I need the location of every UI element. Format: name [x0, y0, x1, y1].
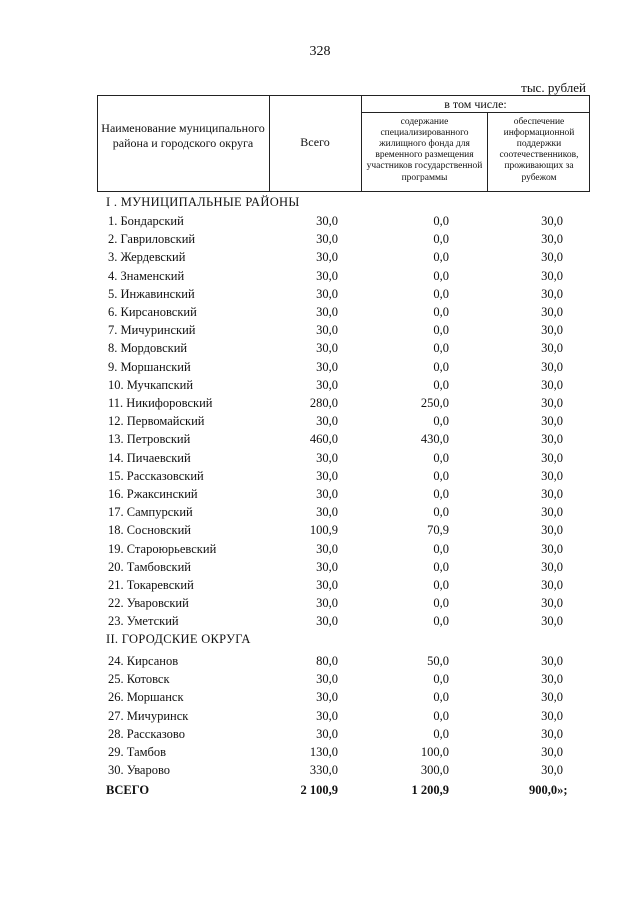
table-row [0, 341, 640, 359]
row-info-support: 30,0 [541, 450, 563, 465]
row-housing: 100,0 [420, 745, 449, 759]
row-info-support: 30,0 [541, 487, 563, 501]
row-total: 280,0 [309, 396, 338, 410]
table-row [0, 305, 640, 323]
row-name: 2. Гавриловский [108, 232, 196, 247]
table-row [0, 414, 640, 432]
row-name: 28. Рассказово [108, 726, 185, 741]
table-row [0, 451, 640, 469]
table-row [0, 727, 640, 745]
row-info-support: 30,0 [541, 745, 563, 759]
row-total: 30,0 [316, 232, 338, 247]
row-total: 30,0 [316, 596, 338, 611]
table-row [0, 378, 640, 396]
row-housing: 0,0 [433, 726, 449, 741]
grand-total-label: ВСЕГО [106, 783, 150, 797]
row-name: 29. Тамбов [108, 745, 167, 759]
column-header-info-support: обеспечение информационной поддержки соотечественников, проживающих за рубежом [499, 117, 579, 183]
row-info-support: 30,0 [541, 468, 563, 483]
table-row [0, 560, 640, 578]
row-total: 30,0 [316, 708, 338, 723]
row-total: 30,0 [316, 487, 338, 501]
grand-total-info-support: 900,0»; [529, 783, 568, 797]
row-info-support: 30,0 [541, 268, 563, 283]
table-row [0, 287, 640, 305]
row-housing: 0,0 [433, 541, 449, 556]
row-info-support: 30,0 [541, 708, 563, 723]
row-total: 30,0 [316, 468, 338, 483]
row-name: 12. Первомайский [108, 414, 205, 429]
row-total: 30,0 [316, 359, 338, 374]
table-row [0, 469, 640, 487]
row-name: 11. Никифоровский [108, 396, 213, 410]
table-row [0, 232, 640, 250]
grand-total-value: 2 100,9 [300, 783, 338, 797]
row-housing: 0,0 [433, 214, 449, 228]
row-info-support: 30,0 [541, 596, 563, 611]
row-info-support: 30,0 [541, 763, 563, 778]
row-name: 26. Моршанск [108, 690, 184, 705]
row-name: 7. Мичуринский [108, 323, 196, 338]
row-housing: 0,0 [433, 450, 449, 465]
row-total: 30,0 [316, 323, 338, 338]
row-housing: 50,0 [427, 654, 449, 668]
row-info-support: 30,0 [541, 432, 563, 447]
row-housing: 250,0 [420, 396, 449, 410]
row-total: 30,0 [316, 414, 338, 429]
page-number: 328 [309, 44, 331, 59]
row-housing: 0,0 [433, 578, 449, 592]
row-info-support: 30,0 [541, 614, 563, 629]
row-total: 30,0 [316, 559, 338, 574]
row-name: 16. Ржаксинский [108, 487, 198, 501]
row-info-support: 30,0 [541, 578, 563, 592]
row-total: 330,0 [309, 763, 338, 778]
row-total: 80,0 [316, 654, 338, 668]
row-info-support: 30,0 [541, 396, 563, 410]
table-row [0, 690, 640, 708]
row-info-support: 30,0 [541, 505, 563, 520]
row-housing: 0,0 [433, 250, 449, 265]
table-row [0, 596, 640, 614]
row-info-support: 30,0 [541, 541, 563, 556]
row-name: 4. Знаменский [108, 268, 185, 283]
row-total: 30,0 [316, 305, 338, 319]
row-info-support: 30,0 [541, 359, 563, 374]
row-name: 24. Кирсанов [108, 654, 179, 668]
row-info-support: 30,0 [541, 559, 563, 574]
row-name: 1. Бондарский [108, 214, 184, 228]
row-info-support: 30,0 [541, 286, 563, 301]
column-header-including: в том числе: [444, 97, 507, 111]
section-title-city-districts: II. ГОРОДСКИЕ ОКРУГА [106, 632, 251, 646]
header-top-border [97, 95, 590, 96]
row-total: 30,0 [316, 214, 338, 228]
units-label: тыс. рублей [521, 80, 586, 95]
row-housing: 0,0 [433, 232, 449, 247]
row-total: 30,0 [316, 541, 338, 556]
grand-total-row [0, 783, 640, 801]
row-housing: 0,0 [433, 377, 449, 392]
table-row [0, 269, 640, 287]
row-name: 27. Мичуринск [108, 708, 189, 723]
row-name: 20. Тамбовский [108, 559, 191, 574]
row-info-support: 30,0 [541, 654, 563, 668]
row-info-support: 30,0 [541, 341, 563, 356]
row-housing: 0,0 [433, 708, 449, 723]
table-row [0, 323, 640, 341]
row-info-support: 30,0 [541, 214, 563, 228]
row-housing: 0,0 [433, 559, 449, 574]
row-name: 17. Сампурский [108, 505, 193, 520]
row-info-support: 30,0 [541, 690, 563, 705]
row-housing: 0,0 [433, 596, 449, 611]
table-row [0, 523, 640, 541]
table-row [0, 745, 640, 763]
column-header-total: Всего [300, 135, 330, 149]
row-housing: 0,0 [433, 468, 449, 483]
row-total: 30,0 [316, 250, 338, 265]
row-info-support: 30,0 [541, 323, 563, 338]
table-row [0, 432, 640, 450]
row-total: 130,0 [309, 745, 338, 759]
row-info-support: 30,0 [541, 377, 563, 392]
section-title-districts: I . МУНИЦИПАЛЬНЫЕ РАЙОНЫ [106, 195, 300, 209]
row-info-support: 30,0 [541, 414, 563, 429]
row-name: 19. Староюрьевский [108, 541, 217, 556]
row-housing: 70,9 [427, 523, 449, 538]
row-housing: 0,0 [433, 341, 449, 356]
row-total: 30,0 [316, 614, 338, 629]
row-info-support: 30,0 [541, 672, 563, 687]
table-row [0, 214, 640, 232]
row-name: 9. Моршанский [108, 359, 191, 374]
row-housing: 0,0 [433, 505, 449, 520]
row-housing: 0,0 [433, 286, 449, 301]
table-row [0, 542, 640, 560]
row-name: 10. Мучкапский [108, 377, 194, 392]
row-housing: 0,0 [433, 614, 449, 629]
row-total: 30,0 [316, 377, 338, 392]
row-total: 30,0 [316, 341, 338, 356]
table-row [0, 250, 640, 268]
column-header-housing: содержание специализированного жилищного фонда для временного размещения участников государственной программы [366, 117, 483, 183]
table-row [0, 360, 640, 378]
table-row [0, 487, 640, 505]
row-housing: 0,0 [433, 359, 449, 374]
grand-total-housing: 1 200,9 [411, 783, 449, 797]
row-info-support: 30,0 [541, 305, 563, 319]
table-header [97, 95, 590, 192]
row-total: 30,0 [316, 450, 338, 465]
row-housing: 0,0 [433, 305, 449, 319]
table-row [0, 763, 640, 781]
column-header-name: Наименование муниципального района и городского округа [101, 121, 265, 150]
row-housing: 0,0 [433, 690, 449, 705]
row-name: 14. Пичаевский [108, 450, 191, 465]
row-name: 23. Уметский [108, 614, 179, 629]
table-row [0, 578, 640, 596]
row-total: 30,0 [316, 672, 338, 687]
row-info-support: 30,0 [541, 726, 563, 741]
row-housing: 0,0 [433, 268, 449, 283]
row-housing: 0,0 [433, 487, 449, 501]
table-row [0, 709, 640, 727]
row-name: 15. Рассказовский [108, 468, 204, 483]
row-housing: 300,0 [420, 763, 449, 778]
row-total: 30,0 [316, 690, 338, 705]
row-name: 5. Инжавинский [108, 286, 195, 301]
row-name: 25. Котовск [108, 672, 170, 687]
table-row [0, 396, 640, 414]
row-housing: 430,0 [420, 432, 449, 447]
row-name: 22. Уваровский [108, 596, 189, 611]
row-name: 6. Кирсановский [108, 305, 197, 319]
header-bottom-border [97, 191, 590, 192]
header-including-border [361, 112, 590, 113]
row-name: 3. Жердевский [108, 250, 186, 265]
row-info-support: 30,0 [541, 250, 563, 265]
row-info-support: 30,0 [541, 232, 563, 247]
row-name: 21. Токаревский [108, 578, 194, 592]
table-row [0, 672, 640, 690]
row-name: 8. Мордовский [108, 341, 188, 356]
row-name: 30. Уварово [108, 763, 171, 778]
row-total: 460,0 [309, 432, 338, 447]
row-total: 30,0 [316, 286, 338, 301]
row-housing: 0,0 [433, 672, 449, 687]
row-total: 30,0 [316, 268, 338, 283]
table-row [0, 614, 640, 632]
table-row [0, 505, 640, 523]
row-total: 30,0 [316, 578, 338, 592]
row-total: 100,9 [309, 523, 338, 538]
row-name: 13. Петровский [108, 432, 191, 447]
row-housing: 0,0 [433, 414, 449, 429]
row-total: 30,0 [316, 726, 338, 741]
row-name: 18. Сосновский [108, 523, 191, 538]
row-housing: 0,0 [433, 323, 449, 338]
row-info-support: 30,0 [541, 523, 563, 538]
table-row [0, 654, 640, 672]
row-total: 30,0 [316, 505, 338, 520]
